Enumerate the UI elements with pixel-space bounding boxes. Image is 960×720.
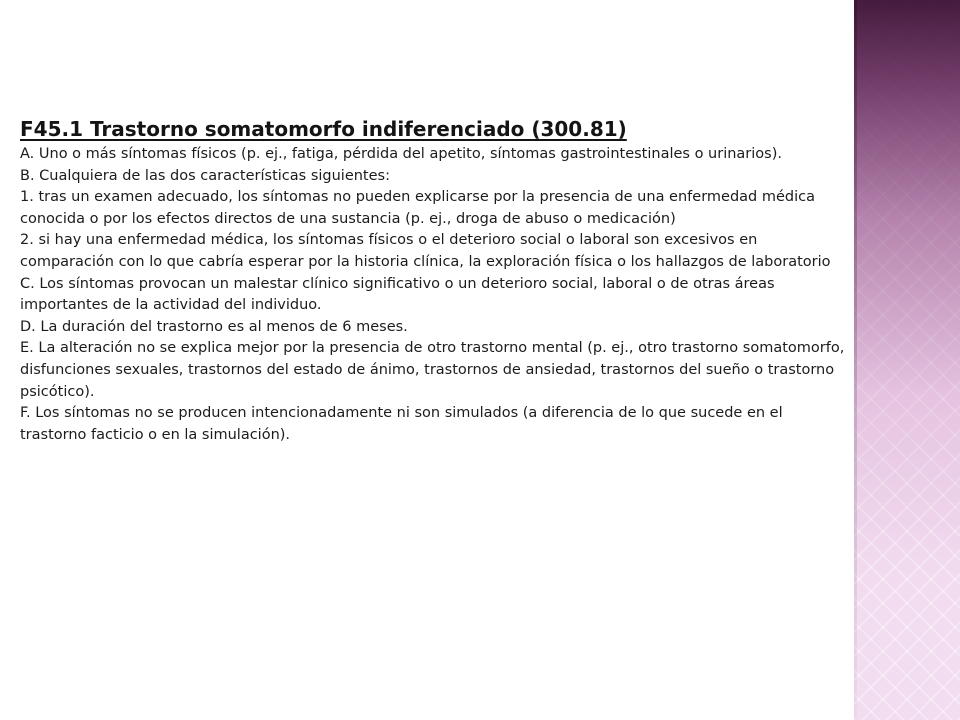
- criterion-text: La alteración no se explica mejor por la presencia de otro trastorno mental (p. ej., otro trastorno somatomorfo, disfunciones sexuales, trastornos del estado de ánimo, trastornos de ansiedad, trastornos del sueño o trastorno psicótico).: [20, 340, 845, 400]
- criterion-label: 2.: [20, 232, 34, 249]
- criterion-b-1: [20, 187, 850, 230]
- criterion-label: E.: [20, 340, 34, 357]
- slide-content: [20, 114, 850, 446]
- criterion-label: D.: [20, 318, 36, 335]
- criterion-c: [20, 274, 850, 317]
- criterion-a: [20, 144, 850, 166]
- criterion-label: C.: [20, 275, 35, 292]
- criterion-b: [20, 166, 850, 188]
- criterion-text: Los síntomas provocan un malestar clínico significativo o un deterioro social, laboral o de otras áreas importantes de la actividad del individuo.: [20, 275, 775, 314]
- criterion-f: [20, 403, 850, 446]
- criterion-b-2: [20, 230, 850, 273]
- criterion-text: Los síntomas no se producen intencionadamente ni son simulados (a diferencia de lo que sucede en el trastorno facticio o en la simulación).: [20, 405, 783, 443]
- criterion-text: La duración del trastorno es al menos de 6 meses.: [35, 318, 408, 335]
- criterion-label: B.: [20, 167, 35, 184]
- slide-title: F45.1 Trastorno somatomorfo indiferenciado (300.81): [20, 117, 627, 141]
- criterion-d: [20, 317, 850, 339]
- criterion-label: 1.: [20, 189, 34, 206]
- criterion-text: Cualquiera de las dos características siguientes:: [34, 167, 390, 184]
- criterion-label: F.: [20, 405, 31, 422]
- criterion-e: [20, 338, 850, 403]
- criterion-text: tras un examen adecuado, los síntomas no pueden explicarse por la presencia de una enfermedad médica conocida o por los efectos directos de una sustancia (p. ej., droga de abuso o medicación): [20, 189, 815, 227]
- side-band-edge: [854, 0, 857, 720]
- decorative-side-band: [854, 0, 960, 720]
- criterion-text: Uno o más síntomas físicos (p. ej., fatiga, pérdida del apetito, síntomas gastrointestinales o urinarios).: [34, 146, 782, 162]
- criterion-label: A.: [20, 146, 35, 162]
- criterion-text: si hay una enfermedad médica, los síntomas físicos o el deterioro social o laboral son excesivos en comparación con lo que cabría esperar por la historia clínica, la exploración física o los hallazgos de laboratorio: [20, 232, 831, 270]
